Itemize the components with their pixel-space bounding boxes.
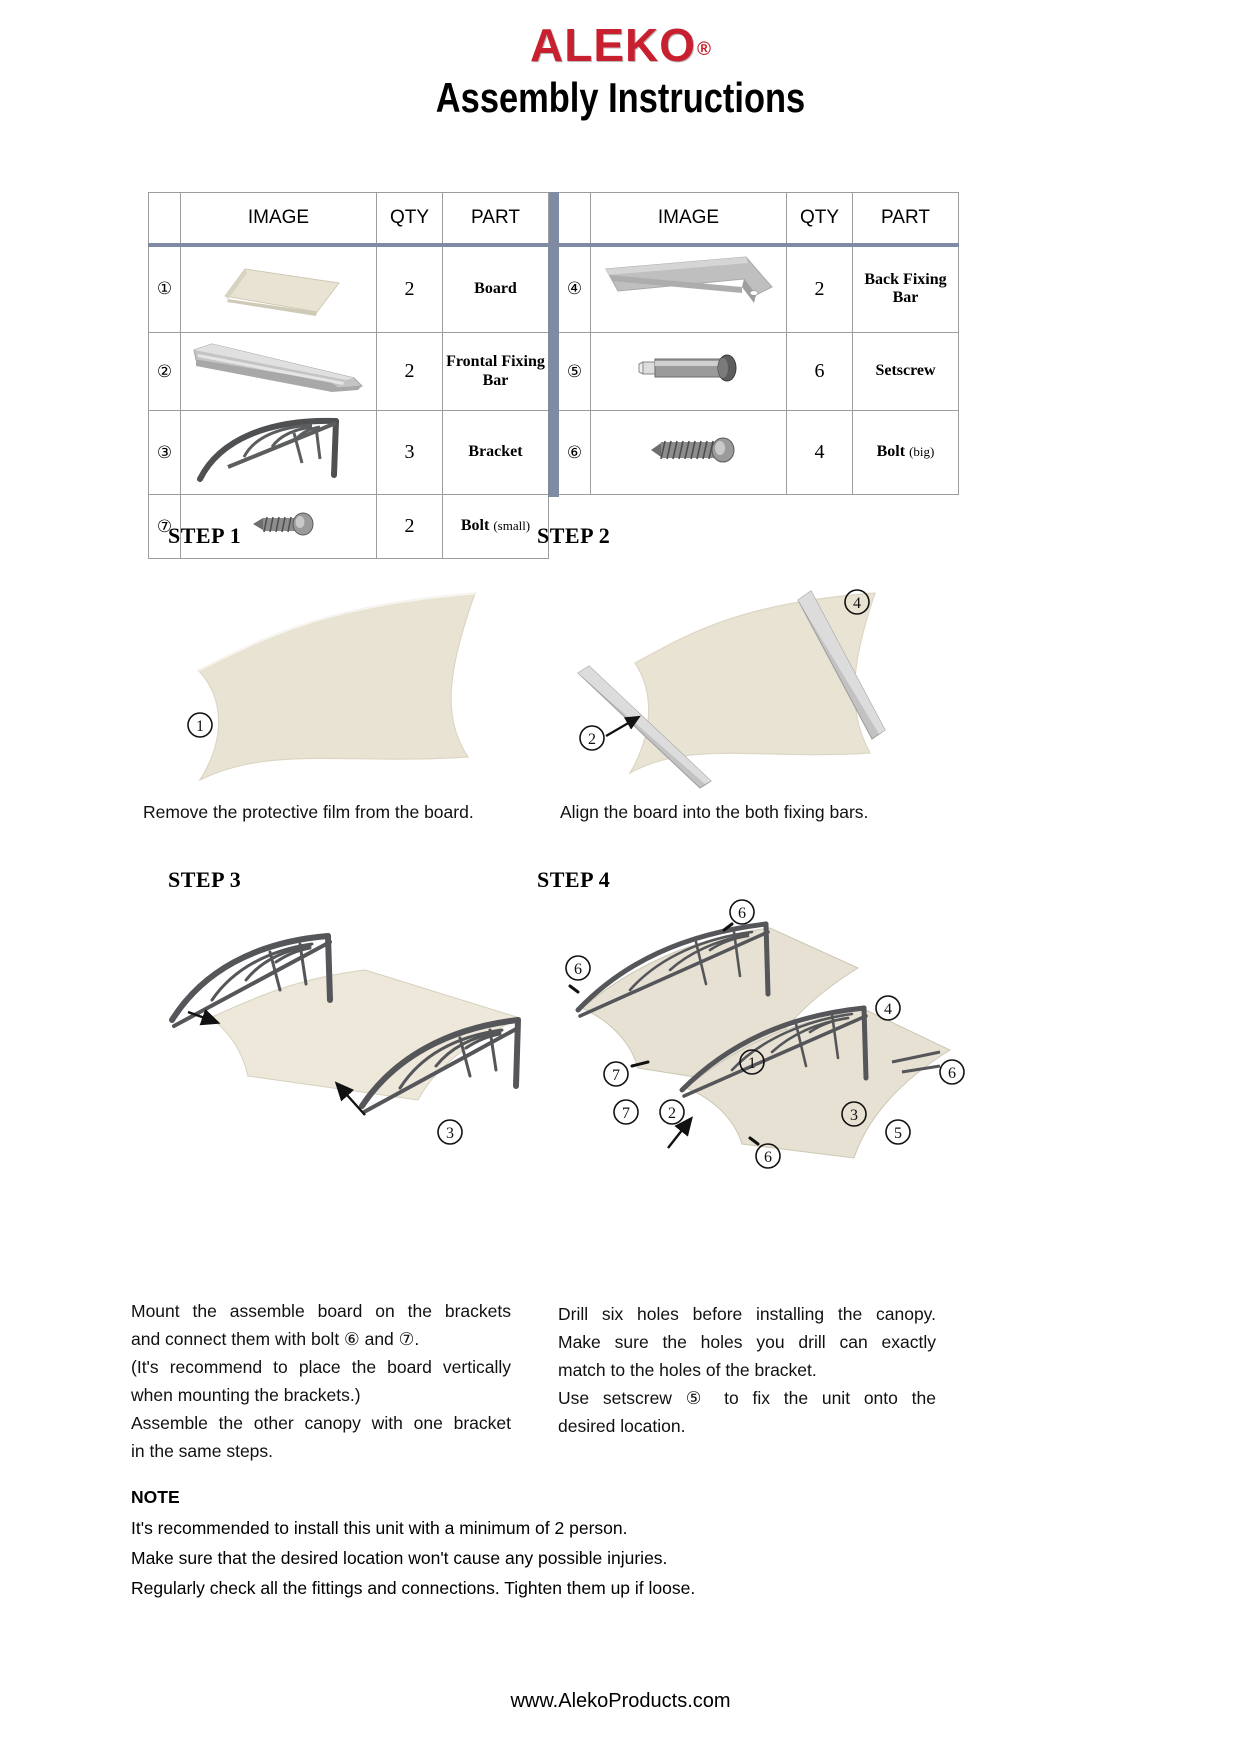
back-fixing-bar-icon [596,249,782,325]
parts-table [148,192,959,559]
part-name-2-text: Frontal Fixing Bar [446,353,545,389]
part-image-cell-frontal-fixing-bar [181,333,377,411]
brand-header [0,0,1241,71]
image-header-right: IMAGE [591,193,787,245]
step-4-callout-6-right [940,1060,964,1084]
part-image-cell-board [181,245,377,333]
step-3-line-5: Assemble the other canopy with one bracket [131,1413,511,1433]
qty-header-right: QTY [787,193,853,245]
step-4-callout-7-lower [614,1100,638,1124]
note-heading: NOTE [131,1487,180,1507]
part-header-left: PART [443,193,549,245]
table-center-divider [549,193,559,495]
svg-text:3: 3 [850,1107,858,1124]
board-panel-icon [189,250,369,324]
step-4-label: STEP 4 [537,867,611,892]
step-1-caption: Remove the protective film from the board. [143,802,474,822]
part-index-6: ⑥ [559,411,591,495]
image-header-left: IMAGE [181,193,377,245]
step-1-illustration [150,545,550,795]
note-line-2: Make sure that the desired location won't cause any possible injuries. [131,1548,668,1568]
part-image-cell-bracket [181,411,377,495]
step-3-body [131,1297,511,1465]
part-name-5: Setscrew [853,333,959,411]
brand-name: ALEKO [530,19,696,71]
part-qty-2: 2 [377,333,443,411]
step-2-illustration [545,548,955,798]
step-1-callout-1 [188,713,212,737]
step-4-body [558,1300,936,1440]
part-qty-6: 4 [787,411,853,495]
step-3-illustration [150,900,550,1170]
svg-text:1: 1 [196,718,204,735]
setscrew-icon [599,345,779,393]
svg-text:3: 3 [446,1125,454,1142]
step-2-caption: Align the board into the both fixing bars. [560,802,869,822]
svg-text:6: 6 [574,961,582,978]
step-4-line-1: Drill six holes before installing the canopy. [558,1304,936,1324]
svg-text:6: 6 [738,905,746,922]
step-3-line-3: (It's recommend to place the board vertically [131,1357,511,1377]
part-index-1: ① [149,245,181,333]
svg-text:6: 6 [948,1065,956,1082]
step-3-line-1: Mount the assemble board on the brackets [131,1301,511,1321]
step-3-label: STEP 3 [168,867,242,892]
note-body [131,1513,931,1603]
part-qty-1: 2 [377,245,443,333]
part-name-4: Back Fixing Bar [853,245,959,333]
part-name-1: Board [443,245,549,333]
part-image-cell-back-fixing-bar [591,245,787,333]
svg-text:7: 7 [612,1067,620,1084]
part-name-6-text: Bolt [876,443,906,461]
index-header-right [559,193,591,245]
part-qty-4: 2 [787,245,853,333]
part-qty-3: 3 [377,411,443,495]
svg-text:6: 6 [764,1149,772,1166]
part-name-7-text: Bolt [460,517,490,535]
part-image-cell-bolt-big [591,411,787,495]
parts-table-header-row [149,193,959,245]
step-4-callout-2 [660,1100,684,1124]
svg-text:2: 2 [588,731,596,748]
part-name-6 [853,411,959,495]
bracket-icon [184,411,374,489]
part-index-7: ⑦ [149,495,181,559]
step-4-callout-5 [886,1120,910,1144]
svg-text:2: 2 [668,1105,676,1122]
page-title: Assembly Instructions [435,74,806,121]
step-4-callout-6-left [566,956,590,992]
step-3-line-4: when mounting the brackets.) [131,1385,361,1405]
part-name-7-sub: (small) [493,518,531,534]
part-name-6-sub: (big) [909,444,935,460]
step-4-line-3: match to the holes of the bracket. [558,1360,817,1380]
svg-text:1: 1 [748,1055,756,1072]
part-qty-7: 2 [377,495,443,559]
step-4-callout-4 [876,996,900,1020]
part-name-3: Bracket [443,411,549,495]
parts-table-container [148,192,948,559]
part-qty-5: 6 [787,333,853,411]
step-4-line-5: desired location. [558,1416,686,1436]
footer-url[interactable]: www.AlekoProducts.com [510,1690,731,1712]
part-image-cell-setscrew [591,333,787,411]
step-3-line-2: and connect them with bolt ⑥ and ⑦. [131,1329,420,1349]
step-2-callout-2 [580,726,604,750]
svg-text:4: 4 [884,1001,892,1018]
part-index-3: ③ [149,411,181,495]
part-index-5: ⑤ [559,333,591,411]
step-4-line-2: Make sure the holes you drill can exactly [558,1332,936,1352]
frontal-fixing-bar-icon [186,338,372,400]
step-1-label: STEP 1 [168,523,242,548]
step-3-line-6: in the same steps. [131,1441,274,1461]
part-name-2 [443,333,549,411]
svg-text:7: 7 [622,1105,630,1122]
bolt-big-icon [599,428,779,472]
qty-header-left: QTY [377,193,443,245]
registered-trademark-icon: ® [697,38,711,60]
step-4-line-4: Use setscrew ⑤ to fix the unit onto the [558,1388,936,1408]
note-line-1: It's recommended to install this unit with a minimum of 2 person. [131,1518,628,1538]
step-2-label: STEP 2 [537,523,611,548]
note-line-3: Regularly check all the fittings and connections. Tighten them up if loose. [131,1578,696,1598]
index-header-left [149,193,181,245]
step-4-illustration [520,890,980,1180]
step-3-callout-3 [438,1120,462,1144]
svg-text:4: 4 [853,595,861,612]
part-header-right: PART [853,193,959,245]
part-index-4: ④ [559,245,591,333]
part-index-2: ② [149,333,181,411]
svg-text:5: 5 [894,1125,902,1142]
